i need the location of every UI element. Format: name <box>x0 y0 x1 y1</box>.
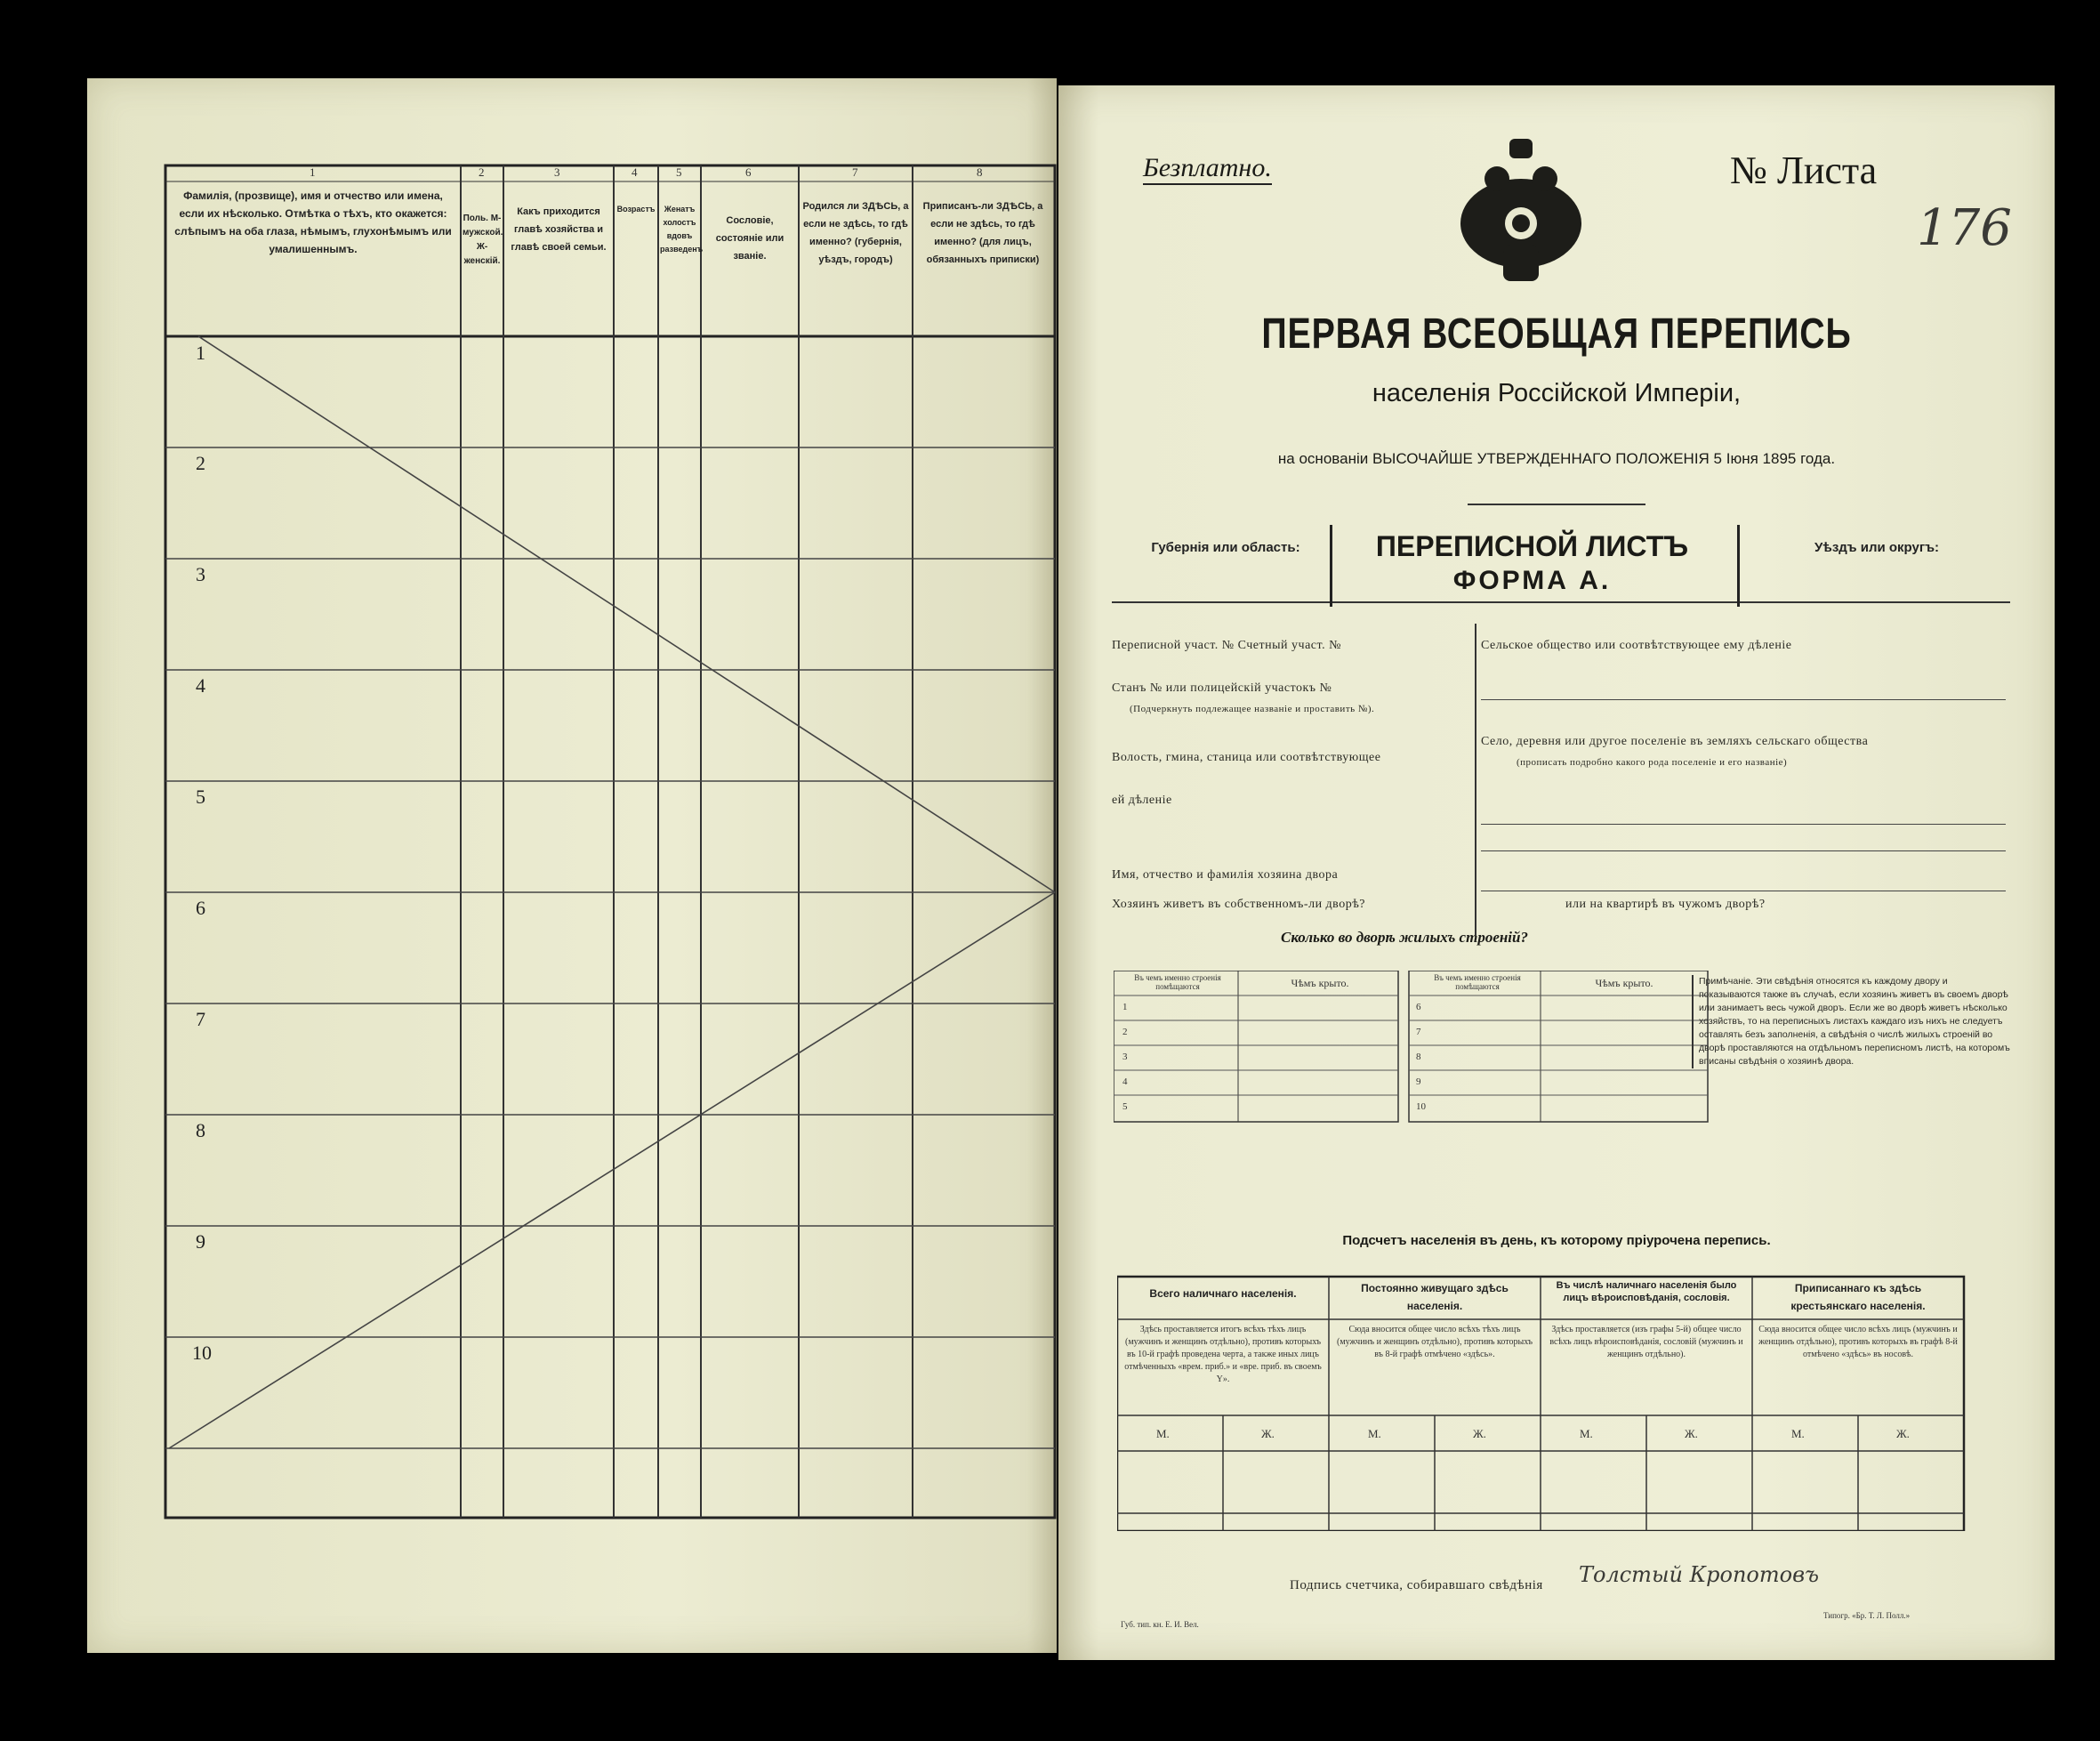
bld-row: 4 <box>1122 1076 1128 1087</box>
col-number: 1 <box>310 165 316 179</box>
bld-row: 7 <box>1416 1027 1421 1037</box>
footer-printer-left: Губ. тип. кн. Е. И. Вел. <box>1121 1620 1199 1629</box>
field-volost-cont: ей дѣленіе <box>1112 794 1172 807</box>
col-header-estate: Сословіе, состояніе или званіе. <box>715 215 784 262</box>
field-line <box>1481 699 2006 700</box>
field-line <box>1481 824 2006 825</box>
row-number: 8 <box>196 1119 205 1141</box>
bld-col2b-header: Чѣмъ крыто. <box>1595 977 1653 989</box>
left-table-grid <box>87 78 1057 1653</box>
gubernia-label: Губернія или область: <box>1151 540 1300 555</box>
col-number: 8 <box>977 165 983 179</box>
col-header-registered: Приписанъ-ли ЗДѢСЬ, а если не здѣсь, то гдѣ именно? (для лицъ, обязанныхъ приписки) <box>922 201 1043 265</box>
count-title: Подсчетъ населенія въ день, къ которому пріурочена перепись. <box>1342 1233 1771 1248</box>
field-owner-lives-alt: или на квартирѣ въ чужомъ дворѣ? <box>1565 898 1766 911</box>
col-header-marital: Женатъ холостъ вдовъ разведенъ <box>660 205 704 254</box>
row-number: 5 <box>196 786 205 808</box>
field-owner-name: Имя, отчество и фамилія хозяина двора <box>1112 868 1339 882</box>
sex-m: М. <box>1580 1427 1593 1440</box>
col-header-relation: Какъ приходится главѣ хозяйства и главѣ своей семьи. <box>511 206 607 253</box>
bld-col1b-header: Въ чемъ именно строенія помѣщаются <box>1434 973 1521 991</box>
col-number: 3 <box>554 165 560 179</box>
sheet-title: ПЕРЕПИСНОЙ ЛИСТЪ <box>1375 530 1689 562</box>
ornament-divider <box>1468 504 1645 505</box>
left-page <box>87 78 1057 1653</box>
field-stan: Станъ № или полицейскій участокъ № <box>1112 681 1332 695</box>
uezd-label: Уѣздъ или округъ: <box>1814 540 1940 555</box>
count-desc-assigned: Сюда вносится общее число всѣхъ лицъ (мужчинъ и женщинъ отдѣльно), противъ которыхъ въ графѣ 8-й отмѣчено «здѣсь» въ носовѣ. <box>1758 1325 1958 1359</box>
sex-m: М. <box>1156 1427 1170 1440</box>
field-village: Село, деревня или другое поселеніе въ земляхъ сельскаго общества <box>1481 735 1869 748</box>
buildings-question: Сколько во дворѣ жилыхъ строеній? <box>1281 929 1528 946</box>
sex-f: Ж. <box>1473 1427 1486 1440</box>
col-number: 2 <box>479 165 485 179</box>
footer-printer-right: Типогр. «Бр. Т. Л. Полл.» <box>1823 1611 1911 1620</box>
col-number: 5 <box>676 165 682 179</box>
count-col-faith: Въ числѣ наличнаго населенія было лицъ вѣроисповѣданія, сословія. <box>1556 1280 1737 1303</box>
row-number: 1 <box>196 342 205 364</box>
sex-f: Ж. <box>1261 1427 1275 1440</box>
row-number: 2 <box>196 452 205 474</box>
bld-row: 1 <box>1122 1002 1128 1012</box>
field-stan-note: (Подчеркнуть подлежащее названіе и проставить №). <box>1130 704 1375 714</box>
count-col-total: Всего наличнаго населенія. <box>1149 1287 1297 1300</box>
sex-m: М. <box>1368 1427 1381 1440</box>
signature-label: Подпись счетчика, собиравшаго свѣдѣнія <box>1290 1578 1543 1592</box>
census-title: ПЕРВАЯ ВСЕОБЩАЯ ПЕРЕПИСЬ <box>1261 310 1852 358</box>
bld-row: 9 <box>1416 1076 1421 1087</box>
diagonal-strike-2 <box>169 892 1055 1448</box>
decree-line: на основаніи ВЫСОЧАЙШЕ УТВЕРЖДЕННАГО ПОЛОЖЕНІЯ 5 Іюня 1895 года. <box>1277 450 1836 467</box>
col-number: 7 <box>852 165 858 179</box>
bld-row: 8 <box>1416 1052 1421 1062</box>
signature-handwritten: Толстый Кропотовъ <box>1579 1562 1820 1587</box>
row-number: 7 <box>196 1008 205 1030</box>
row-number: 10 <box>192 1342 212 1364</box>
sheet-number-handwritten: 176 <box>1917 199 2012 257</box>
field-line <box>1481 850 2006 851</box>
diagonal-strike-1 <box>198 336 1055 892</box>
buildings-note: Примѣчаніе. Эти свѣдѣнія относятся къ каждому двору и показываются также въ случаѣ, если хозяинъ живетъ въ своемъ дворѣ или занимаетъ весь чужой дворъ. Если же во дворѣ живетъ нѣсколько хозяйствъ, то на переписныхъ листахъ каждаго изъ нихъ не следуетъ оставлять безъ заполненія, а свѣдѣнія о числѣ жилыхъ строеній во дворѣ проставляются на отдѣльномъ переписномъ листѣ, на которомъ вписаны свѣдѣнія о хозяинѣ двора. <box>1692 975 2010 1068</box>
field-village-note: (прописать подробно какого рода поселеніе и его названіе) <box>1517 757 1788 768</box>
bld-row: 3 <box>1122 1052 1128 1062</box>
sex-f: Ж. <box>1896 1427 1910 1440</box>
bld-col1-header: Въ чемъ именно строенія помѣщаются <box>1134 973 1221 991</box>
field-rural-society: Сельское общество или соотвѣтствующее ему дѣленіе <box>1481 639 1792 652</box>
field-owner-lives: Хозяинъ живетъ въ собственномъ-ли дворѣ? <box>1112 898 1366 911</box>
bld-row: 6 <box>1416 1002 1421 1012</box>
count-col-assigned: Приписаннаго къ здѣсь крестьянскаго населенія. <box>1790 1282 1926 1312</box>
col-header-name: Фамилія, (прозвище), имя и отчество или имена, если их нѣсколько. Отмѣтка о тѣхъ, кто окажется: слѣпымъ на оба глаза, нѣмымъ, глухонѣмымъ или умалишеннымъ. <box>174 189 452 255</box>
bld-row: 5 <box>1122 1101 1128 1112</box>
bld-row: 2 <box>1122 1027 1128 1037</box>
col-header-sex: Поль. М-мужской. Ж-женскій. <box>463 214 503 266</box>
field-volost: Волость, гмина, станица или соотвѣтствующее <box>1112 751 1381 764</box>
row-number: 9 <box>196 1230 205 1253</box>
field-census-district: Переписной участ. № Счетный участ. № <box>1112 639 1341 652</box>
count-desc-permanent: Сюда вносится общее число всѣхъ тѣхъ лицъ (мужчинъ и женщинъ отдѣльно), противъ которыхъ въ 8-й графѣ отмѣчено «здѣсь». <box>1337 1325 1533 1359</box>
bld-row: 10 <box>1416 1101 1426 1112</box>
row-number: 4 <box>196 674 205 697</box>
count-desc-total: Здѣсь проставляется итогъ всѣхъ тѣхъ лицъ (мужчинъ и женщинъ отдѣльно), противъ которыхъ въ 10-й графѣ проведена черта, а также иных лицъ отмѣченныхъ «врем. приб.» и «вре. приб. въ своемъ Y». <box>1124 1325 1322 1384</box>
right-page <box>1058 85 2055 1660</box>
free-label: Безплатно. <box>1143 153 1272 185</box>
imperial-eagle-icon <box>1454 139 1588 290</box>
sheet-number-label: № Листа <box>1730 149 1878 192</box>
address-divider <box>1475 624 1476 935</box>
col-header-birthplace: Родился ли ЗДѢСЬ, а если не здѣсь, то гдѣ именно? (губернія, уѣздъ, городъ) <box>802 201 909 265</box>
row-number: 3 <box>196 563 205 585</box>
col-number: 4 <box>632 165 638 179</box>
count-desc-faith: Здѣсь проставляется (изъ графы 5-й) общее число всѣхъ лицъ вѣроисповѣданія, сословій (мужчинъ и женщинъ отдѣльно). <box>1549 1325 1743 1359</box>
form-label: ФОРМА А. <box>1452 566 1612 595</box>
count-col-permanent: Постоянно живущаго здѣсь населенія. <box>1361 1282 1509 1312</box>
census-subtitle: населенія Россійской Имперіи, <box>1372 379 1742 407</box>
sex-m: М. <box>1791 1427 1805 1440</box>
sex-f: Ж. <box>1685 1427 1698 1440</box>
row-number: 6 <box>196 897 205 919</box>
col-header-age: Возрастъ <box>616 205 656 214</box>
bld-col2-header: Чѣмъ крыто. <box>1291 977 1349 989</box>
col-number: 6 <box>745 165 752 179</box>
